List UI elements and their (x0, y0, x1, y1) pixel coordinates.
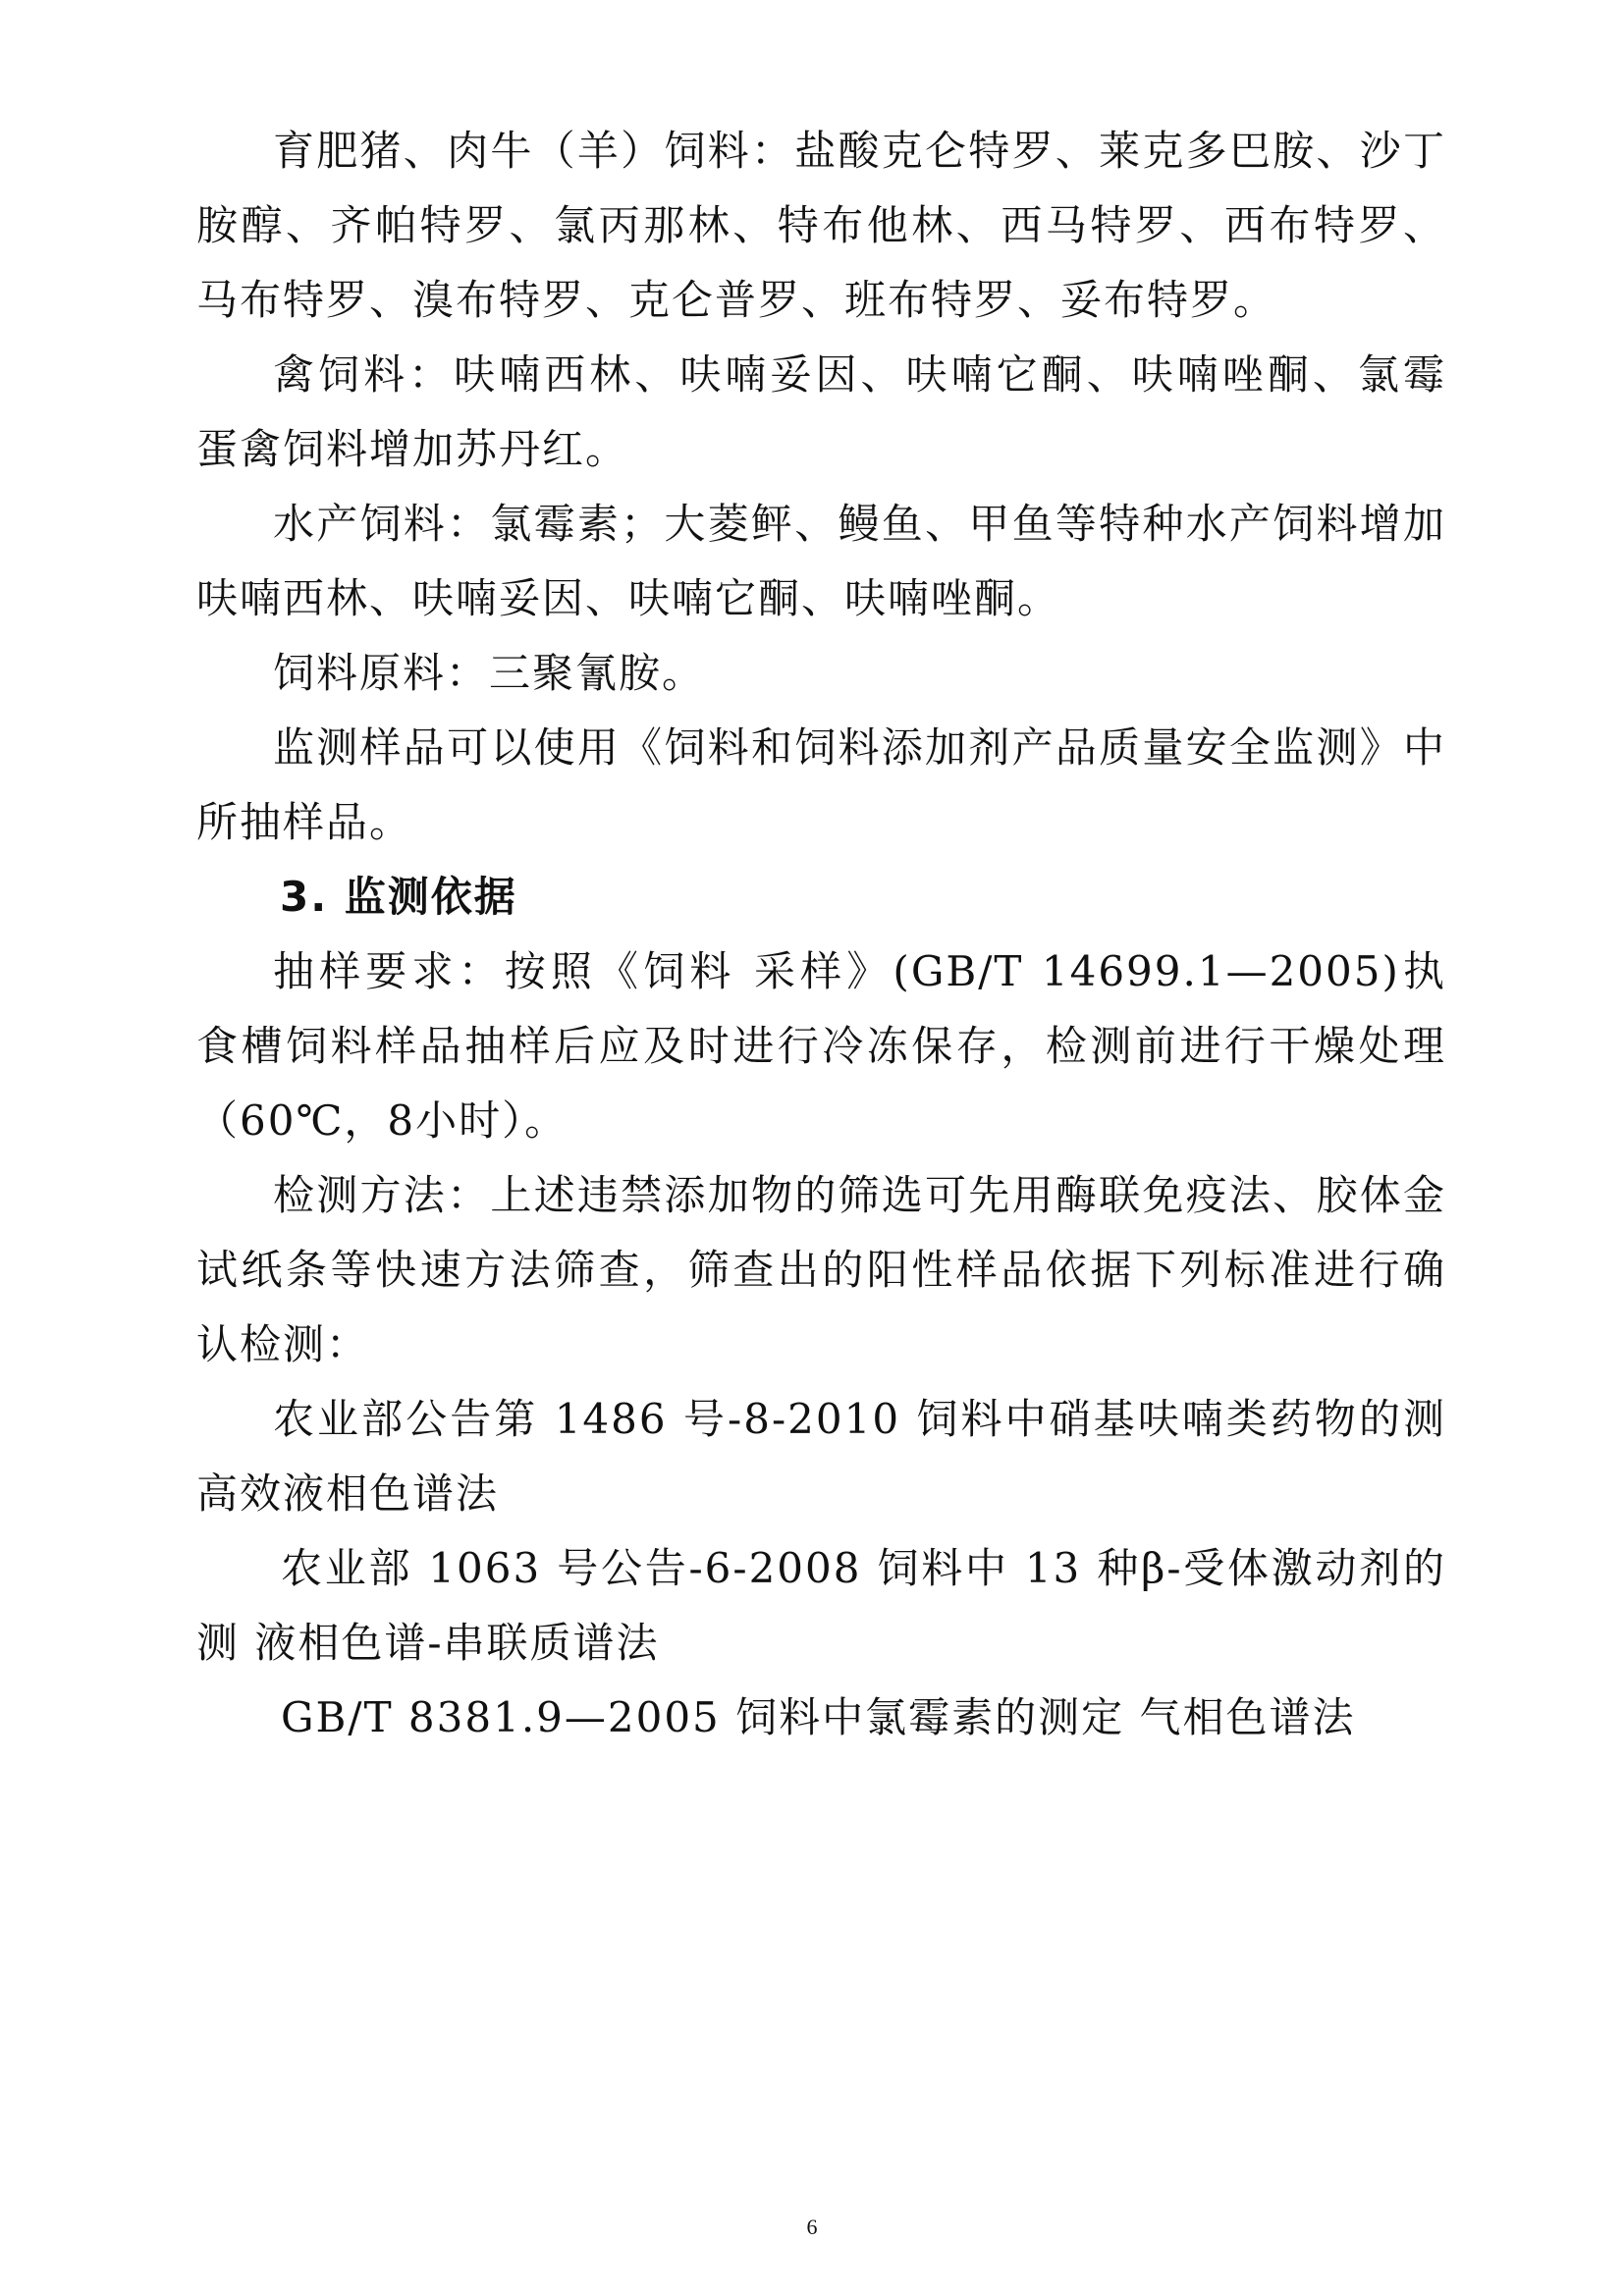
standard-nitrofurans-line-1: 农业部公告第 1486 号-8-2010 饲料中硝基呋喃类药物的测 (273, 1395, 1446, 1443)
standard-beta-agonists-line-2: 测 液相色谱-串联质谱法 (196, 1619, 660, 1667)
paragraph-aquatic-feed-line-2: 呋喃西林、呋喃妥因、呋喃它酮、呋喃唑酮。 (196, 574, 1061, 622)
testing-methods-line-3: 认检测： (196, 1320, 370, 1368)
paragraph-fattening-feed-line-2: 胺醇、齐帕特罗、氯丙那林、特布他林、西马特罗、西布特罗、 (196, 201, 1446, 249)
paragraph-sample-source-line-1: 监测样品可以使用《饲料和饲料添加剂产品质量安全监测》中 (273, 723, 1446, 772)
paragraph-poultry-feed-line-2: 蛋禽饲料增加苏丹红。 (196, 425, 629, 473)
standard-beta-agonists-line-1: 农业部 1063 号公告-6-2008 饲料中 13 种β-受体激动剂的 (281, 1544, 1446, 1592)
paragraph-sample-source-line-2: 所抽样品。 (196, 798, 413, 846)
section-heading: 3. 监测依据 (280, 873, 517, 921)
paragraph-raw-materials: 饲料原料：三聚氰胺。 (273, 649, 706, 697)
paragraph-aquatic-feed-line-1: 水产饲料：氯霉素；大菱鲆、鳗鱼、甲鱼等特种水产饲料增加 (273, 500, 1446, 548)
sampling-requirements-line-3: （60℃，8小时）。 (196, 1096, 568, 1145)
paragraph-fattening-feed-line-1: 育肥猪、肉牛（羊）饲料：盐酸克仑特罗、莱克多巴胺、沙丁 (273, 127, 1446, 175)
standard-nitrofurans-line-2: 高效液相色谱法 (196, 1469, 500, 1518)
testing-methods-line-1: 检测方法：上述违禁添加物的筛选可先用酶联免疫法、胶体金 (273, 1171, 1446, 1219)
sampling-requirements-line-2: 食槽饲料样品抽样后应及时进行冷冻保存，检测前进行干燥处理 (196, 1022, 1446, 1070)
sampling-requirements-line-1: 抽样要求：按照《饲料 采样》(GB/T 14699.1—2005)执 (273, 947, 1446, 995)
paragraph-poultry-feed-line-1: 禽饲料：呋喃西林、呋喃妥因、呋喃它酮、呋喃唑酮、氯霉 (273, 350, 1446, 399)
testing-methods-line-2: 试纸条等快速方法筛查，筛查出的阳性样品依据下列标准进行确 (196, 1246, 1446, 1294)
paragraph-fattening-feed-line-3: 马布特罗、溴布特罗、克仑普罗、班布特罗、妥布特罗。 (196, 276, 1277, 324)
page-number: 6 (806, 2215, 818, 2239)
standard-chloramphenicol: GB/T 8381.9—2005 饲料中氯霉素的测定 气相色谱法 (281, 1693, 1356, 1741)
